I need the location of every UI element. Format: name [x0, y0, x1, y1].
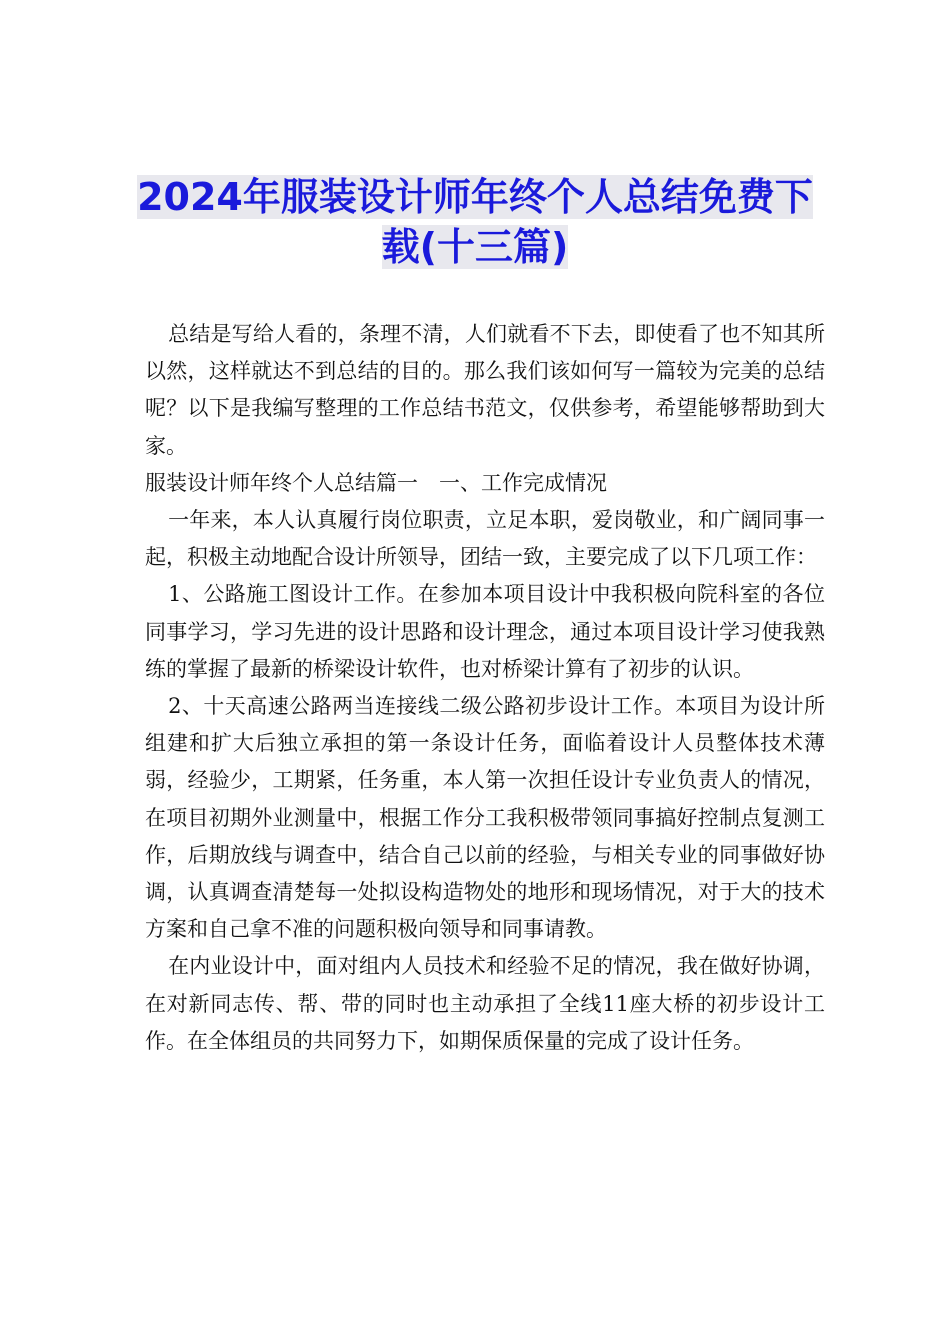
body-paragraph: 1、公路施工图设计工作。在参加本项目设计中我积极向院科室的各位同事学习，学习先进的设计思路和设计理念，通过本项目设计学习使我熟练的掌握了最新的桥梁设计软件，也对桥梁计算有了初步的认识。: [145, 582, 825, 681]
body-paragraph: 2、十天高速公路两当连接线二级公路初步设计工作。本项目为设计所组建和扩大后独立承担的第一条设计任务，面临着设计人员整体技术薄弱，经验少，工期紧，任务重，本人第一次担任设计专业负责人的情况，在项目初期外业测量中，根据工作分工我积极带领同事搞好控制点复测工作，后期放线与调查中，结合自己以前的经验，与相关专业的同事做好协调，认真调查清楚每一处拟设构造物处的地形和现场情况，对于大的技术方案和自己拿不准的问题积极向领导和同事请教。: [145, 694, 825, 942]
body-paragraph: 一年来，本人认真履行岗位职责，立足本职，爱岗敬业，和广阔同事一起，积极主动地配合设计所领导，团结一致，主要完成了以下几项工作：: [145, 508, 825, 570]
document-body: [145, 316, 825, 1060]
intro-paragraph: 总结是写给人看的，条理不清，人们就看不下去，即使看了也不知其所以然，这样就达不到总结的目的。那么我们该如何写一篇较为完美的总结呢？以下是我编写整理的工作总结书范文，仅供参考，希望能够帮助到大家。: [145, 322, 825, 458]
document-title: [100, 172, 850, 272]
title-line-1: 2024年服装设计师年终个人总结免费下: [137, 175, 813, 219]
body-paragraph: 在内业设计中，面对组内人员技术和经验不足的情况，我在做好协调，在对新同志传、帮、带的同时也主动承担了全线11座大桥的初步设计工作。在全体组员的共同努力下，如期保质保量的完成了设计任务。: [145, 954, 825, 1053]
section-heading: 服装设计师年终个人总结篇一 一、工作完成情况: [145, 470, 607, 495]
title-line-2: 载(十三篇): [381, 225, 569, 269]
